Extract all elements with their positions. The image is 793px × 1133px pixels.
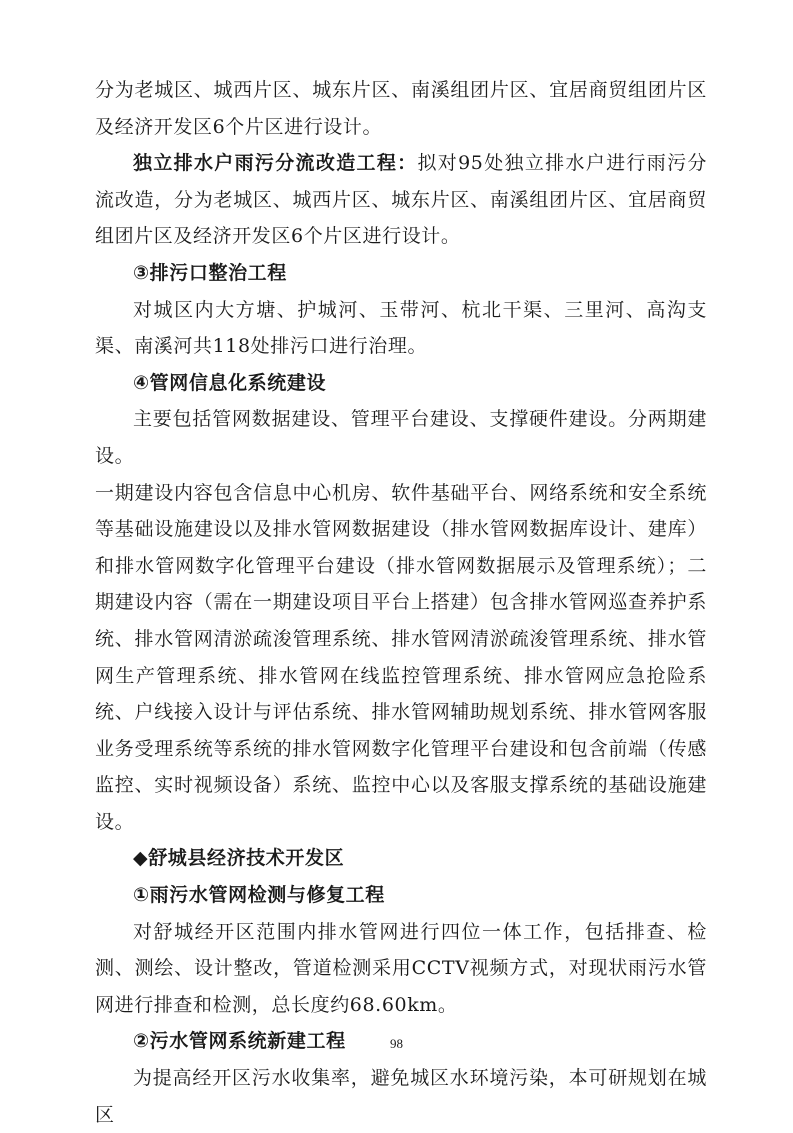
paragraph-body: 拟对95处独立排水户进行雨污分流改造，分为老城区、城西片区、城东片区、南溪组团片区、宜居商贸组团片区及经济开发区6个片区进行设计。 bbox=[95, 152, 707, 248]
section-heading-new-sewer-network: ②污水管网系统新建工程 bbox=[133, 1030, 346, 1053]
section-heading-network-informatization: ④管网信息化系统建设 bbox=[133, 371, 327, 394]
paragraph-outfall-remediation: 对城区内大方塘、护城河、玉带河、杭北干渠、三里河、高沟支渠、南溪河共118处排污口进行治理。 bbox=[95, 298, 707, 358]
paragraph-informatization-summary: 主要包括管网数据建设、管理平台建设、支撑硬件建设。分两期建设。 bbox=[95, 408, 707, 467]
document-body bbox=[95, 72, 707, 1133]
section-heading-outfall-remediation: ③排污口整治工程 bbox=[133, 261, 287, 284]
section-heading-pipe-inspection-repair: ①雨污水管网检测与修复工程 bbox=[133, 884, 385, 907]
page-number: 98 bbox=[390, 1036, 403, 1051]
paragraph-independent-drainage bbox=[95, 145, 707, 255]
paragraph-new-sewer-network: 为提高经开区污水收集率，避免城区水环境污染，本可研规划在城区 bbox=[95, 1067, 707, 1126]
paragraph-pipe-inspection-repair: 对舒城经开区范围内排水管网进行四位一体工作，包括排查、检测、测绘、设计整改，管道检测采用CCTV视频方式，对现状雨污水管网进行排查和检测，总长度约68.60km。 bbox=[95, 920, 707, 1016]
paragraph-informatization-phases: 一期建设内容包含信息中心机房、软件基础平台、网络系统和安全系统等基础设施建设以及排水管网数据建设（排水管网数据库设计、建库）和排水管网数字化管理平台建设（排水管网数据展示及管理系统）；二期建设内容（需在一期建设项目平台上搭建）包含排水管网巡查养护系统、排水管网清淤疏浚管理系统、排水管网清淤疏浚管理系统、排水管网生产管理系统、排水管网在线监控管理系统、排水管网应急抢险系统、户线接入设计与评估系统、排水管网辅助规划系统、排水管网客服业务受理系统等系统的排水管网数字化管理平台建设和包含前端（传感监控、实时视频设备）系统、监控中心以及客服支撑系统的基础设施建设。 bbox=[95, 481, 707, 833]
paragraph-continuation: 分为老城区、城西片区、城东片区、南溪组团片区、宜居商贸组团片区及经济开发区6个片区进行设计。 bbox=[95, 79, 707, 138]
section-heading-economic-development-zone: ◆舒城县经济技术开发区 bbox=[133, 847, 345, 870]
paragraph-lead-title: 独立排水户雨污分流改造工程： bbox=[133, 152, 418, 175]
